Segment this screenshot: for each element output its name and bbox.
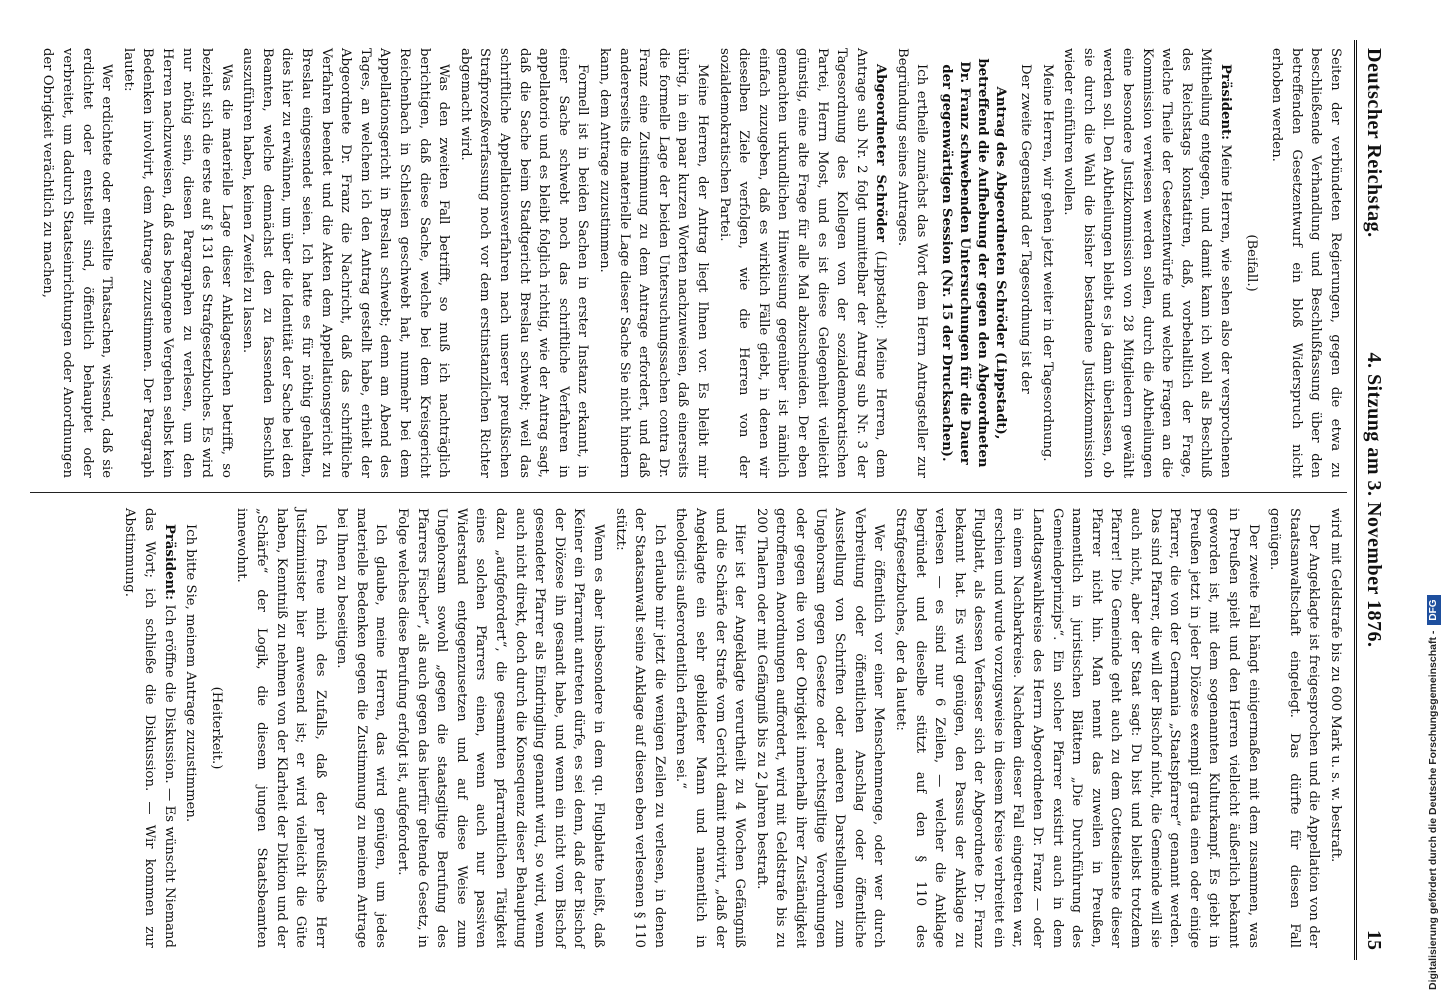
- paragraph: Wenn es aber insbesondere in dem qu. Flugblatte heißt, daß Keiner ein Pfarramt antreten dürfe, es sei denn, daß der Bischof der Diözese ihn gesandt habe, und wenn ein nicht vom Bischof gesendeter Pfarrer als Eindringling genannt wird, so wird, wenn auch nicht direkt, doch durch die Konsequenz dieser Behauptung dazu „aufgefordert“, die gesammten pfarramtlichen Tätigkeit eines solchen Pfarrers einen, wenn auch nur passiven Widerstand entgegenzusetzen und auf diese Weise zum Ungehorsam sowohl „gegen die staatsgiltige Berufung des Pfarrers Fischer“, als auch gegen das hierfür geltende Gesetz, in Folge welches diese Berufung erfolgt ist, aufgefordert.: [395, 508, 607, 948]
- document-page: [0, 20, 1395, 980]
- paragraph: Der Angeklagte ist freigesprochen und die Appellation von der Staatsanwaltschaft eingelegt. Das dürfte für diesen Fall genügen.: [1267, 508, 1322, 948]
- column-divider: [30, 492, 1347, 493]
- paragraph: Seiten der verbündeten Regierungen, gegen die etwa zu beschließende Verhandlung und Beschlußfassung über den betreffenden Gesetzentwurf ein bloß Widerspruch nicht erhoben werden.: [1269, 48, 1343, 478]
- speech-text: Ich eröffne die Diskussion. — Es wünscht Niemand das Wort; ich schließe die Diskussion. — Wir kommen zur Abstimmung.: [122, 508, 177, 948]
- paragraph: Der zweite Gegenstand der Tagesordnung ist der: [1018, 64, 1034, 394]
- paragraph: Meine Herren, wir gehen jetzt weiter in der Tagesordnung.: [1039, 64, 1055, 462]
- speech-text: (Lippstadt): Meine Herren, dem Antrage sub Nr. 2 folgt unmittelbar der Antrag sub Nr. 3 der Tagesordnung des Kollegen von der sozialdemokratischen Partei, Herrn Most, und es ist diese Gelegenheit vielleicht günstig, eine alte Frage für alle Mal abzuschneiden. Der eben gemachten urkundlichen Hinweisung gegenüber ist nämlich einfach zuzugeben, daß es wirklich Fälle giebt, in denen wir dieselben Ziele verfolgen, wie die Herren von der sozialdemokratischen Partei.: [716, 48, 889, 478]
- speaker-name: Präsident:: [161, 524, 177, 601]
- left-column: [30, 48, 1345, 478]
- right-column: [30, 508, 1345, 948]
- header-left: Deutscher Reichstag.: [1363, 48, 1385, 238]
- paragraph: Ich ertheile zunächst das Wort dem Herrn Antragsteller zur Begründung seines Antrages.: [894, 48, 930, 478]
- header-center: 4. Sitzung am 3. November 1876.: [1363, 352, 1385, 648]
- speaker-name: Präsident:: [1218, 64, 1234, 141]
- motion-title: Antrag des Abgeordneten Schröder (Lippstadt), betreffend die Aufhebung der gegen den Abgeordneten Dr. Franz schwebenden Untersuchungen für die Dauer der gegenwärtigen Session (Nr. 15 der Drucksachen).: [939, 58, 1009, 468]
- credit-text: [1426, 0, 1456, 990]
- paragraph: Ich bitte Sie, meinem Antrage zuzustimmen.: [183, 524, 199, 823]
- paragraph: Meine Herren, der Antrag liegt Ihnen vor. Es bleibt mir übrig, in ein paar kurzen Worten nachzuweisen, daß einerseits die formelle Lage der beiden Untersuchungssachen contra Dr. Franz eine Zustimmung zu dem Antrage erfordert, und daß andererseits die materielle Lage dieser Sache Sie nicht hindern kann, dem Antrage zuzustimmen.: [597, 48, 710, 478]
- paragraph: wird mit Geldstrafe bis zu 600 Mark u. s. w. bestraft.: [1328, 508, 1343, 863]
- paragraph: Ich glaube, meine Herren, das wird genügen, um jedes materielle Bedenken gegen die Zustimmung zu meinem Antrage bei Ihnen zu beseitigen.: [334, 508, 389, 948]
- speaker-name: Abgeordneter Schröder: [873, 64, 889, 242]
- paragraph: Hier ist der Angeklagte verurtheilt zu 4 Wochen Gefängniß und die Schärfe der Strafe vom Gericht damit motivirt, „daß der Angeklagte ein sehr gebildeter Mann und namentlich in theologicis außerordentlich erfahren sei.“: [673, 508, 748, 948]
- paragraph: [1059, 48, 1235, 478]
- paragraph: Wer erdichtete oder entstellte Thatsachen, wissend, daß sie erdichtet oder entstellt sind, öffentlich behauptet oder verbreitet, um dadurch Staatseinrichtungen oder Anordnungen der Obrigkeit verächtlich zu machen,: [40, 48, 115, 478]
- paragraph: Der zweite Fall hängt einigermaßen mit dem zusammen, was in Preußen spielt und den Herren vielleicht äußerlich bekannt geworden ist, mit dem sogenannten Kulturkampf. Es giebt in Preußen jetzt in jeder Diözese exempli gratia einen oder einige Pfarrer, die von der Germania „Staatspfarrer“ genannt werden. Das sind Pfarrer, die will der Bischof nicht, die Gemeinde will sie auch nicht, aber der Staat sagt: Du bist und bleibst trotzdem Pfarrer! Die Gemeinde geht auch zu dem Gottesdienste dieser Pfarrer nicht hin. Man nennt das zuweilen in Preußen, namentlich in juristischen Blättern „Die Durchführung des Gemeindeprinzips“. Ein solcher Pfarrer existirt auch in dem Landtagswahlkreise des Herrn Abgeordneten Dr. Franz — oder in einem Nachbarkreise. Nachdem dieser Fall eingetreten war, erschien und wurde vorzugsweise in diesem Kreise verbreitet ein Flugblatt, als dessen Verfasser sich der Abgeordnete Dr. Franz bekannt hat. Es wird genügen, den Passus der Anklage zu verlesen — es sind nur 6 Zeilen, — welcher die Anklage begründet und dieselbe stützt auf den § 110 des Strafgesetzbuches, der da lautet:: [892, 508, 1261, 948]
- paragraph: [120, 508, 179, 948]
- paragraph: Wer öffentlich vor einer Menschenmenge, oder wer durch Verbreitung oder öffentlichen Anschlag oder öffentliche Ausstellung von Schriften oder anderen Darstellungen zum Ungehorsam gegen Gesetze oder rechtsgiltige Verordnungen oder gegen die von der Obrigkeit innerhalb ihrer Zuständigkeit getroffenen Anordnungen auffordert, wird mit Geldstrafe bis zu 200 Thalern oder mit Gefängniß bis zu 2 Jahren bestraft.: [753, 508, 887, 948]
- dfg-logo: DFG: [1427, 596, 1441, 625]
- paragraph: [714, 48, 890, 478]
- page-header: [1354, 40, 1387, 960]
- speech-text: Meine Herren, wie sehen also der versprochenen Mittheilung entgegen, und damit kann ich wohl als Beschluß des Reichstags konstatiren, daß, vorbehaltlich der Frage, welche Theile der Gesetzentwürfe und welche Fragen an die Kommission verwiesen werden sollen, durch die Abtheilungen eine besondere Justizkommission von 28 Mitgliedern gewählt werden soll. Den Abtheilungen bleibt es ja dann überlassen, ob sie durch die Wahl die bisher bestandene Justizkommission wieder einführen wollen.: [1061, 48, 1234, 478]
- credit-label: Digitalisierung gefördert durch die Deutsche Forschungsgemeinschaft -: [1427, 630, 1439, 990]
- paragraph: Was den zweiten Fall betrifft, so muß ich nachträglich berichtigen, daß diese Sache, welche bei dem Kreisgericht Reichenbach in Schlesien geschwebt hat, nunmehr bei dem Appellationsgericht in Breslau schwebt; denn am Abend des Tages, an welchem ich den Antrag gestellt habe, erhielt der Abgeordnete Dr. Franz die Nachricht, daß das schriftliche Verfahren beendet und die Akten dem Appellationsgericht zu Breslau eingesendet seien. Ich hatte es für nöthig gehalten, dies hier zu erwähnen, um über die Identität der Sache bei den Beamten, welche demnächst den zu fassenden Beschluß auszuführen haben, keinen Zweifel zu lassen.: [240, 48, 452, 478]
- paragraph: Ich freue mich des Zufalls, daß der preußische Herr Justizminister hier anwesend ist; er wird vielleicht die Güte haben, Kenntniß zu nehmen von der Klarheit der Diktion und der „Schärfe“ der Logik, die diesem jungen Staatsbeamten innewohnt.: [234, 508, 328, 948]
- applause-note: (Beifall.): [1243, 234, 1259, 292]
- page-number: 15: [1363, 930, 1385, 950]
- paragraph: Ich erlaube mir jetzt die wenigen Zeilen zu verlesen, in denen der Staatsanwalt seine Anklage auf diesen eben verlesenen § 110 stützt:: [612, 508, 667, 948]
- digitization-credit: [1402, 0, 1439, 1000]
- applause-note: (Heiterkeit.): [208, 686, 224, 770]
- paragraph: Was die materielle Lage dieser Anklagesachen betrifft, so bezieht sich die erste auf § 131 des Strafgesetzbuches. Es wird nur nöthig sein, diesen Paragraphen zu verlesen, um den Herren nachzuweisen, daß das begangene Vergehen selbst kein Bedenken involvirt, dem Antrage zuzustimmen. Der Paragraph lautet:: [120, 48, 234, 478]
- paragraph: Formell ist in beiden Sachen in erster Instanz erkannt, in einer Sache schwebt noch das schriftliche Verfahren in appellatorio und es bleibt folglich richtig, wie der Antrag sagt, daß die Sache beim Stadtgericht Breslau schwebt; weil das schriftliche Appellationsverfahren nach unserer preußischen Strafprozeßverfassung noch vor dem erstinstanzlichen Richter abgemacht wird.: [457, 48, 591, 478]
